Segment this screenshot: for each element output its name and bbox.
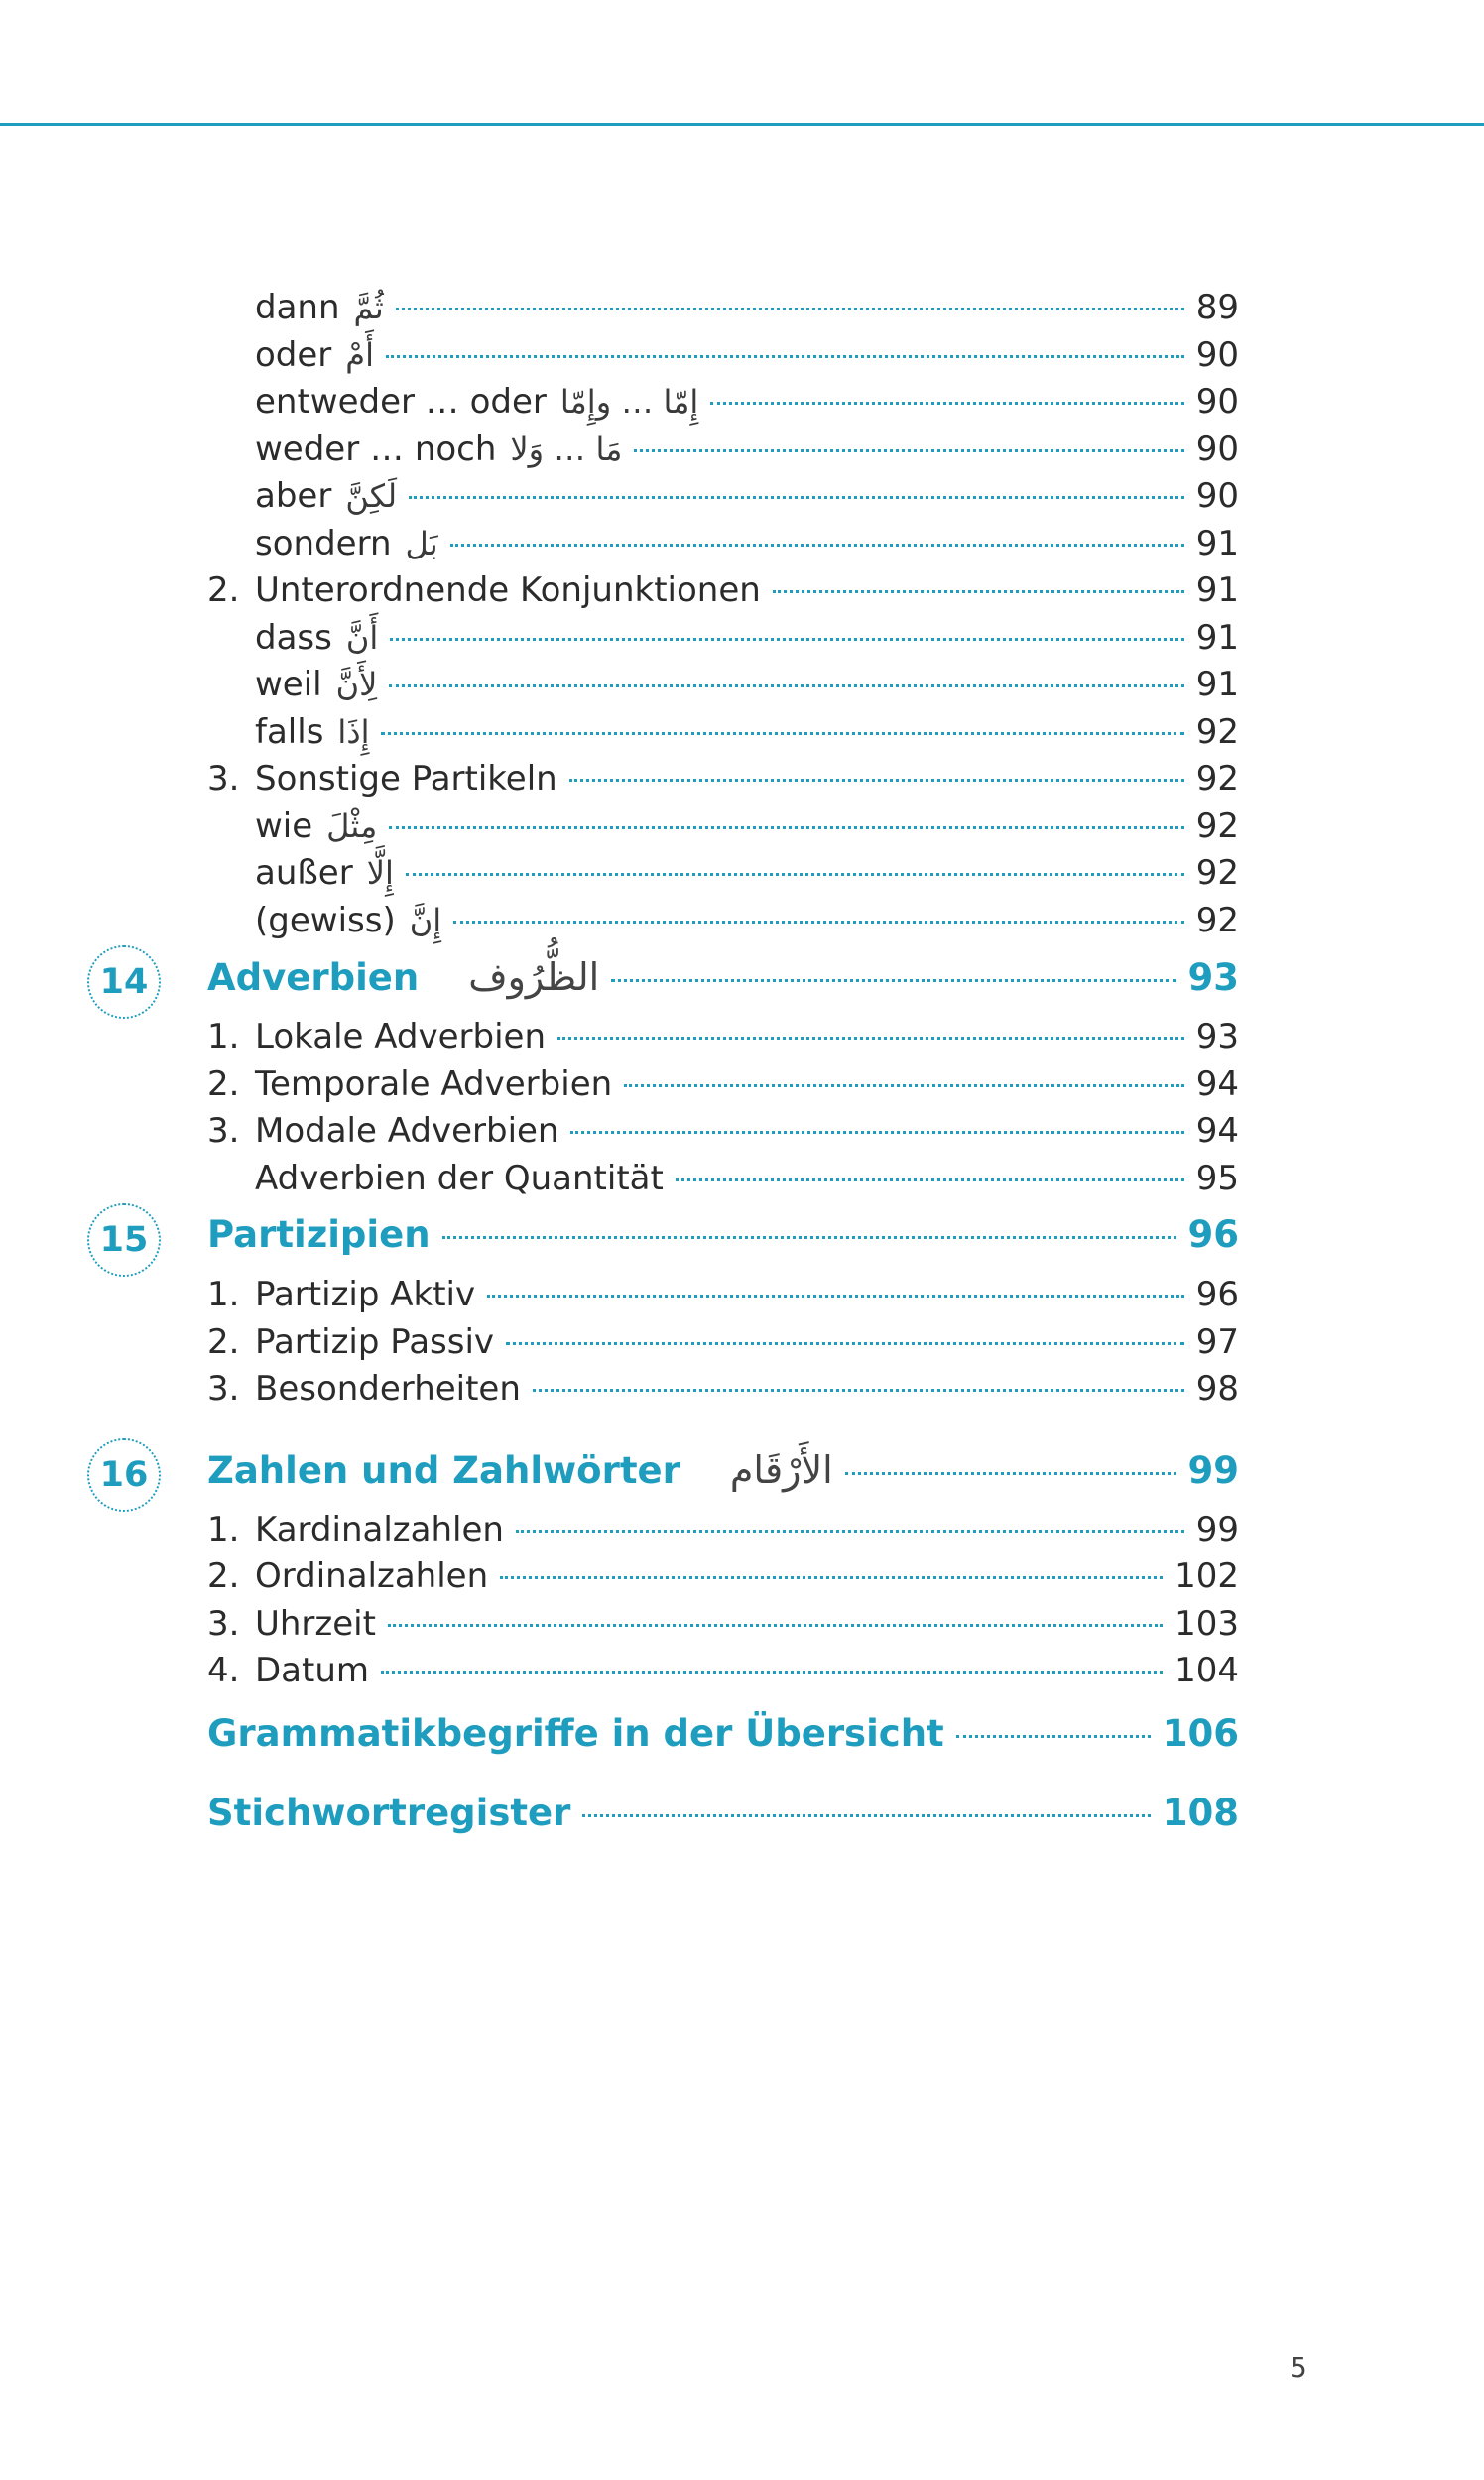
toc-entry[interactable] xyxy=(207,1017,1239,1064)
toc-entry[interactable] xyxy=(207,1322,1239,1370)
entry-label: aber xyxy=(255,476,332,516)
toc-entry[interactable] xyxy=(207,1064,1239,1112)
entry-number: 3. xyxy=(207,1369,240,1409)
entry-label: Partizip Aktiv xyxy=(255,1275,476,1314)
chapter-title: Partizipien xyxy=(207,1213,431,1256)
chapter-number-badge: 15 xyxy=(87,1203,161,1277)
toc-entry[interactable] xyxy=(207,853,1239,901)
toc-entry[interactable] xyxy=(207,901,1239,948)
entry-label: Kardinalzahlen xyxy=(255,1509,504,1550)
dot-leader xyxy=(676,1178,1184,1181)
dot-leader xyxy=(406,873,1184,876)
entry-page: 91 xyxy=(1195,665,1239,704)
chapter-number-badge: 14 xyxy=(87,945,161,1019)
dot-leader xyxy=(611,979,1175,982)
toc-entry[interactable] xyxy=(207,288,1239,335)
entry-number: 3. xyxy=(207,1111,240,1151)
dot-leader xyxy=(500,1576,1163,1579)
entry-page: 94 xyxy=(1195,1063,1239,1104)
dot-leader xyxy=(388,1624,1163,1627)
entry-arabic: بَل xyxy=(405,524,438,562)
entry-label: Ordinalzahlen xyxy=(255,1556,489,1596)
entry-label: dass xyxy=(255,617,332,658)
chapter-page: 93 xyxy=(1187,956,1239,999)
dot-leader xyxy=(381,732,1183,735)
chapter-arabic: الظُّرُوف xyxy=(468,955,600,999)
dot-leader xyxy=(450,544,1184,547)
appendix-title: Grammatikbegriffe in der Übersicht xyxy=(207,1711,944,1755)
entry-arabic: مِثْلَ xyxy=(326,806,378,845)
entry-label: weil xyxy=(255,665,322,704)
entry-number: 2. xyxy=(207,570,240,610)
entry-label: Uhrzeit xyxy=(255,1603,376,1644)
dot-leader xyxy=(845,1472,1176,1475)
dot-leader xyxy=(389,826,1184,829)
entry-label: oder xyxy=(255,334,332,375)
dot-leader xyxy=(390,638,1183,641)
entry-page: 93 xyxy=(1195,1017,1239,1056)
page-number: 5 xyxy=(1290,2351,1307,2384)
entry-page: 98 xyxy=(1195,1369,1239,1409)
entry-page: 91 xyxy=(1195,523,1239,563)
toc-entry[interactable] xyxy=(207,476,1239,524)
dot-leader xyxy=(773,590,1184,593)
dot-leader xyxy=(396,308,1184,310)
dot-leader xyxy=(710,402,1183,405)
entry-arabic: مَا … وَلا xyxy=(510,430,623,468)
entry-page: 92 xyxy=(1195,853,1239,893)
entry-arabic: ثُمَّ xyxy=(353,289,384,326)
entry-number: 3. xyxy=(207,1603,240,1644)
toc-entry[interactable] xyxy=(207,1510,1239,1557)
toc-entry[interactable] xyxy=(207,570,1239,618)
entry-label: entweder … oder xyxy=(255,382,547,422)
entry-number: 1. xyxy=(207,1017,240,1056)
chapter-title: Adverbien xyxy=(207,956,420,999)
entry-number: 3. xyxy=(207,759,240,799)
chapter-title: Zahlen und Zahlwörter xyxy=(207,1448,680,1492)
dot-leader xyxy=(624,1084,1184,1087)
entry-page: 99 xyxy=(1195,1509,1239,1550)
toc-entry[interactable] xyxy=(207,382,1239,430)
entry-label: falls xyxy=(255,711,324,752)
toc-entry[interactable] xyxy=(207,1651,1239,1698)
dot-leader xyxy=(956,1735,1151,1738)
entry-page: 92 xyxy=(1195,900,1239,940)
entry-page: 96 xyxy=(1195,1275,1239,1314)
toc-entry[interactable] xyxy=(207,1369,1239,1417)
appendix-page: 108 xyxy=(1162,1791,1239,1834)
appendix-title: Stichwortregister xyxy=(207,1791,571,1834)
toc-entry[interactable] xyxy=(207,430,1239,477)
entry-label: Temporale Adverbien xyxy=(255,1063,613,1104)
toc-entry[interactable] xyxy=(207,1159,1239,1206)
entry-label: Sonstige Partikeln xyxy=(255,759,557,799)
appendix-page: 106 xyxy=(1162,1711,1239,1755)
chapter-heading-16[interactable] xyxy=(99,1447,1239,1508)
entry-label: Besonderheiten xyxy=(255,1369,521,1409)
toc-entry[interactable] xyxy=(207,759,1239,806)
toc-entry[interactable] xyxy=(207,1111,1239,1159)
entry-page: 97 xyxy=(1195,1321,1239,1362)
entry-label: Unterordnende Konjunktionen xyxy=(255,570,761,610)
entry-arabic: لِأَنَّ xyxy=(335,666,378,703)
dot-leader xyxy=(570,1131,1183,1134)
entry-page: 103 xyxy=(1175,1603,1239,1644)
dot-leader xyxy=(569,779,1184,782)
entry-page: 92 xyxy=(1195,711,1239,752)
table-of-contents xyxy=(99,288,1239,1853)
toc-entry[interactable] xyxy=(207,1556,1239,1604)
entry-arabic: أَمْ xyxy=(345,335,374,374)
entry-arabic: إِلَّا xyxy=(366,854,394,892)
dot-leader xyxy=(442,1236,1176,1239)
chapter-page: 99 xyxy=(1187,1448,1239,1492)
entry-arabic: إِذَا xyxy=(337,712,370,751)
entry-label: weder … noch xyxy=(255,429,497,469)
entry-page: 92 xyxy=(1195,806,1239,846)
entry-page: 90 xyxy=(1195,476,1239,516)
entry-number: 1. xyxy=(207,1509,240,1550)
entry-page: 94 xyxy=(1195,1111,1239,1151)
chapter-number-badge: 16 xyxy=(87,1438,161,1512)
entry-number: 4. xyxy=(207,1651,240,1690)
entry-number: 2. xyxy=(207,1556,240,1596)
toc-entry[interactable] xyxy=(207,524,1239,571)
entry-page: 104 xyxy=(1175,1651,1239,1690)
entry-page: 92 xyxy=(1195,759,1239,799)
dot-leader xyxy=(381,1671,1163,1674)
toc-entry[interactable] xyxy=(207,335,1239,383)
entry-arabic: أَنَّ xyxy=(345,618,379,657)
toc-entry[interactable] xyxy=(207,1604,1239,1652)
toc-entry[interactable] xyxy=(207,712,1239,760)
chapter-heading-14[interactable] xyxy=(99,955,1239,1015)
entry-page: 102 xyxy=(1175,1556,1239,1596)
dot-leader xyxy=(409,496,1184,499)
entry-page: 89 xyxy=(1195,288,1239,327)
chapter-heading-15[interactable] xyxy=(99,1213,1239,1273)
entry-arabic: إِنَّ xyxy=(409,901,442,939)
appendix-entry-glossary[interactable] xyxy=(207,1712,1239,1772)
entry-page: 91 xyxy=(1195,617,1239,658)
top-rule xyxy=(0,123,1484,126)
spacer xyxy=(207,1417,1239,1440)
chapter-arabic: الأَرْقَام xyxy=(729,1447,833,1492)
dot-leader xyxy=(557,1037,1184,1040)
entry-number: 2. xyxy=(207,1063,240,1104)
appendix-entry-index[interactable] xyxy=(207,1792,1239,1851)
chapter-page: 96 xyxy=(1187,1213,1239,1256)
entry-arabic: إِمّا … وإِمّا xyxy=(559,383,699,421)
toc-entry[interactable] xyxy=(207,1275,1239,1322)
dot-leader xyxy=(634,449,1183,452)
entry-label: außer xyxy=(255,853,353,893)
dot-leader xyxy=(506,1342,1184,1345)
entry-number: 1. xyxy=(207,1275,240,1314)
dot-leader xyxy=(487,1295,1184,1298)
entry-number: 2. xyxy=(207,1321,240,1362)
dot-leader xyxy=(389,684,1183,687)
entry-label: Lokale Adverbien xyxy=(255,1017,547,1056)
entry-label: Modale Adverbien xyxy=(255,1111,559,1151)
entry-page: 91 xyxy=(1195,570,1239,610)
entry-label: Partizip Passiv xyxy=(255,1321,495,1362)
dot-leader xyxy=(533,1389,1184,1392)
entry-label: sondern xyxy=(255,523,392,563)
entry-label: wie xyxy=(255,806,313,846)
entry-page: 90 xyxy=(1195,382,1239,422)
entry-page: 90 xyxy=(1195,334,1239,375)
entry-page: 95 xyxy=(1195,1158,1239,1198)
dot-leader xyxy=(453,921,1184,924)
dot-leader xyxy=(582,1814,1150,1817)
entry-page: 90 xyxy=(1195,429,1239,469)
entry-label: dann xyxy=(255,288,340,327)
toc-entry[interactable] xyxy=(207,618,1239,666)
entry-label: Datum xyxy=(255,1651,370,1690)
dot-leader xyxy=(386,355,1184,358)
entry-arabic: لَكِنَّ xyxy=(345,477,398,515)
toc-entry[interactable] xyxy=(207,806,1239,854)
dot-leader xyxy=(516,1530,1184,1533)
entry-label: (gewiss) xyxy=(255,900,396,940)
toc-entry[interactable] xyxy=(207,665,1239,712)
entry-label: Adverbien der Quantität xyxy=(255,1158,664,1198)
